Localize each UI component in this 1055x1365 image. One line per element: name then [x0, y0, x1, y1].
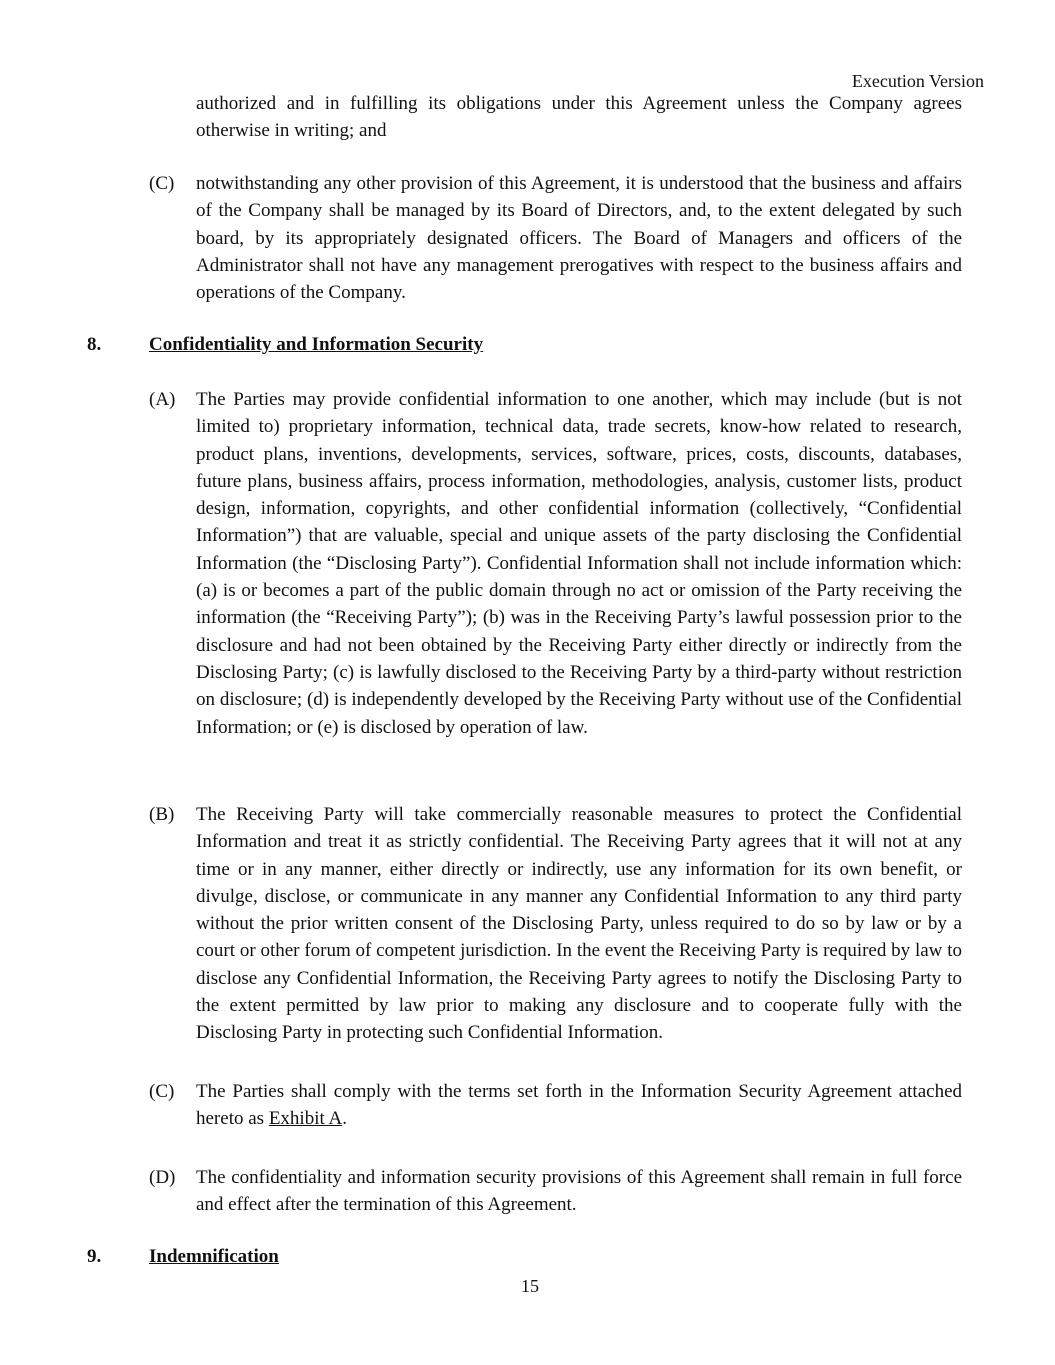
clause-label: (A) [149, 389, 176, 410]
clause-7c-text: notwithstanding any other provision of this Agreement, it is understood that the business and affairs of the Company shall be managed by its Board of Directors, and, to the extent delegated by such board, by its appropriately designated officers. The Board of Managers and officers of the Administrator shall not have any management prerogatives with respect to the business affairs and operations of the Company. [196, 173, 962, 304]
clause-label: (C) [149, 173, 175, 194]
exhibit-a-reference: Exhibit A [268, 1108, 343, 1130]
running-header: Execution Version [851, 71, 984, 91]
clause-8d-text: The confidentiality and information security provisions of this Agreement shall remain in full force and effect after the termination of this Agreement. [196, 1167, 962, 1216]
section-heading: Indemnification [149, 1246, 279, 1267]
section-number: 9. [87, 1246, 102, 1267]
clause-8a-text: The Parties may provide confidential information to one another, which may include (but is not limited to) proprietary information, technical data, trade secrets, know-how related to research, product plans, inventions, developments, services, software, prices, costs, discounts, databases, future plans, business affairs, process information, methodologies, analysis, customer lists, product design, information, copyrights, and other confidential information (collectively, “Confidential Information”) that are valuable, special and unique assets of the party disclosing the Confidential Information (the “Disclosing Party”). Confidential Information shall not include information which: (a) is or becomes a part of the public domain through no act or omission of the Party receiving the information (the “Receiving Party”); (b) was in the Receiving Party’s lawful possession prior to the disclosure and had not been obtained by the Receiving Party either directly or indirectly from the Disclosing Party; (c) is lawfully disclosed to the Receiving Party by a third-party without restriction on disclosure; (d) is independently developed by the Receiving Party without use of the Confidential Information; or (e) is disclosed by operation of law. [196, 389, 962, 738]
section-number: 8. [87, 334, 102, 355]
clause-8c-text-after: . [342, 1108, 347, 1130]
page-number: 15 [521, 1276, 539, 1296]
section-heading: Confidentiality and Information Security [149, 334, 484, 355]
clause-label: (C) [149, 1081, 175, 1102]
clause-8b-text: The Receiving Party will take commercially reasonable measures to protect the Confidential Information and treat it as strictly confidential. The Receiving Party agrees that it will not at any time or in any manner, either directly or indirectly, use any information for its own benefit, or divulge, disclose, or communicate in any manner any Confidential Information to any third party without the prior written consent of the Disclosing Party, unless required to do so by law or by a court or other forum of competent jurisdiction. In the event the Receiving Party is required by law to disclose any Confidential Information, the Receiving Party agrees to notify the Disclosing Party to the extent permitted by law prior to making any disclosure and to cooperate fully with the Disclosing Party in protecting such Confidential Information. [196, 804, 962, 1044]
clause-8c-text-before: The Parties shall comply with the terms set forth in the Information Security Agreement attached hereto as [196, 1081, 962, 1130]
clause-label: (D) [149, 1167, 176, 1188]
clause-label: (B) [149, 804, 175, 825]
continuation-paragraph: authorized and in fulfilling its obligations under this Agreement unless the Company agrees otherwise in writing; and [196, 93, 962, 142]
clause-8c-text [196, 1078, 962, 1133]
